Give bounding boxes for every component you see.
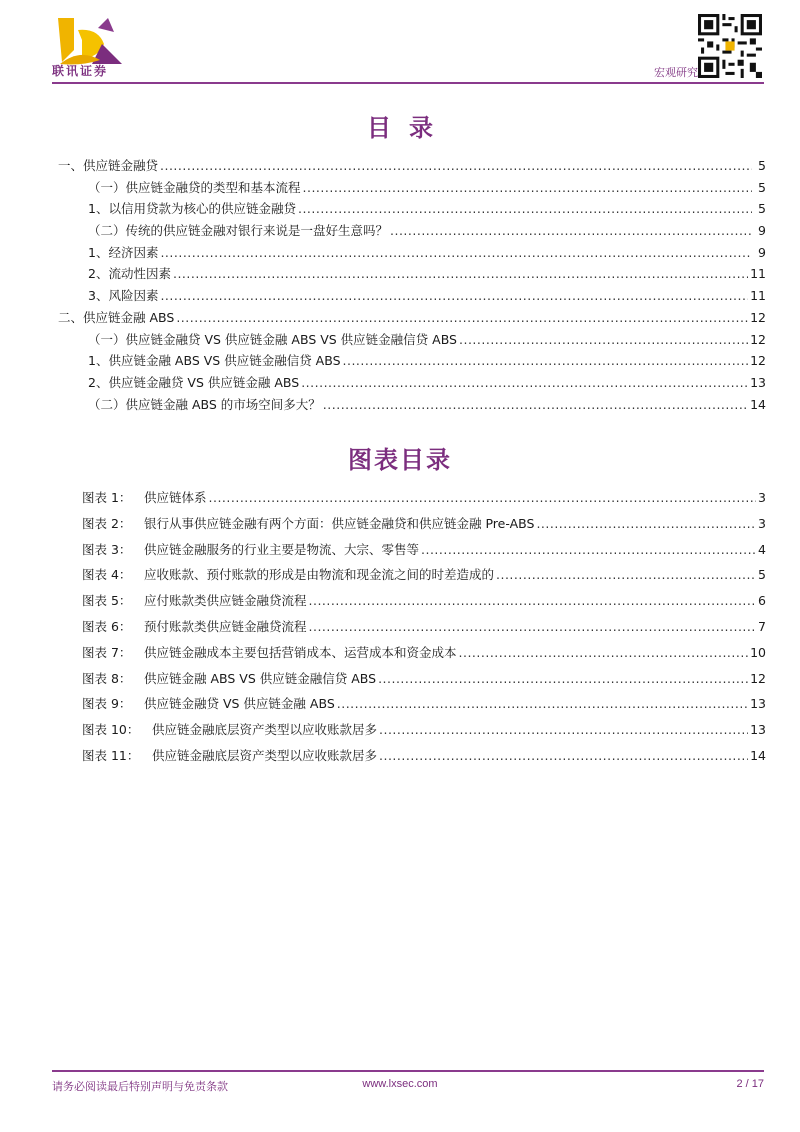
leader-dots bbox=[173, 266, 748, 281]
toc-entry-page: 5 bbox=[758, 179, 766, 195]
toc-entry-label: 二、供应链金融 ABS bbox=[58, 309, 175, 325]
figure-number: 图表 9： bbox=[82, 696, 132, 712]
toc-entry-page: 11 bbox=[750, 288, 766, 304]
figure-page: 4 bbox=[758, 541, 766, 557]
figure-entry[interactable] bbox=[82, 720, 766, 746]
figure-number: 图表 7： bbox=[82, 644, 132, 660]
figure-entry[interactable] bbox=[82, 746, 766, 772]
figure-page: 3 bbox=[758, 515, 766, 531]
toc-entry-page: 9 bbox=[758, 223, 766, 239]
toc-entry-page: 12 bbox=[750, 309, 766, 325]
figure-page: 7 bbox=[758, 618, 766, 634]
toc-entry[interactable] bbox=[58, 199, 766, 221]
toc-entry[interactable] bbox=[58, 351, 766, 373]
leader-dots bbox=[298, 201, 752, 216]
figure-caption: 供应链体系 bbox=[144, 490, 207, 505]
qr-code-icon bbox=[698, 14, 762, 78]
toc-entry-label: 3、风险因素 bbox=[88, 288, 159, 304]
figure-number: 图表 11： bbox=[82, 747, 140, 763]
toc-entry[interactable] bbox=[58, 286, 766, 308]
leader-dots bbox=[379, 748, 748, 763]
figure-entry[interactable] bbox=[82, 540, 766, 566]
figure-page: 13 bbox=[750, 722, 766, 738]
figure-page: 14 bbox=[750, 747, 766, 763]
leader-dots bbox=[160, 158, 752, 173]
toc-entry-page: 12 bbox=[750, 353, 766, 369]
figure-entry[interactable] bbox=[82, 591, 766, 617]
list-of-figures bbox=[82, 488, 766, 772]
toc-entry-page: 12 bbox=[750, 331, 766, 347]
figure-number: 图表 8： bbox=[82, 670, 132, 686]
leader-dots bbox=[309, 593, 757, 608]
toc-entry[interactable] bbox=[58, 264, 766, 286]
figure-entry[interactable] bbox=[82, 514, 766, 540]
figure-caption: 供应链金融服务的行业主要是物流、大宗、零售等 bbox=[144, 541, 420, 557]
toc-entry[interactable] bbox=[58, 178, 766, 200]
toc-entry-page: 5 bbox=[758, 158, 766, 173]
leader-dots bbox=[337, 696, 748, 711]
leader-dots bbox=[379, 722, 748, 737]
toc-entry-page: 13 bbox=[750, 374, 766, 390]
toc-entry[interactable] bbox=[58, 330, 766, 352]
figure-number: 图表 5： bbox=[82, 593, 132, 609]
figure-entry[interactable] bbox=[82, 669, 766, 695]
figure-entry[interactable] bbox=[82, 694, 766, 720]
figure-entry[interactable] bbox=[82, 565, 766, 591]
figure-entry[interactable] bbox=[82, 488, 766, 514]
toc-entry-label: （二）传统的供应链金融对银行来说是一盘好生意吗？ bbox=[88, 223, 389, 239]
toc-entry[interactable] bbox=[58, 243, 766, 265]
figure-caption: 预付账款类供应链金融贷流程 bbox=[144, 618, 307, 634]
toc-entry-page: 9 bbox=[758, 244, 766, 260]
toc-entry-page: 5 bbox=[758, 201, 766, 217]
logo-text: 联讯证券 bbox=[52, 64, 109, 78]
leader-dots bbox=[390, 223, 752, 238]
figure-caption: 供应链金融 ABS VS 供应链金融信贷 ABS bbox=[144, 670, 377, 686]
figure-caption: 供应链金融底层资产类型以应收账款居多 bbox=[152, 747, 378, 763]
toc-entry-page: 11 bbox=[750, 266, 766, 282]
toc-entry-label: 2、供应链金融贷 VS 供应链金融 ABS bbox=[88, 374, 300, 390]
section-label: 宏观研究 bbox=[654, 66, 698, 79]
figure-caption: 供应链金融贷 VS 供应链金融 ABS bbox=[144, 696, 335, 712]
toc-title: 目录 bbox=[367, 113, 451, 142]
header-divider bbox=[52, 82, 764, 84]
page-indicator: 2 / 17 bbox=[736, 1078, 764, 1090]
figure-page: 13 bbox=[750, 696, 766, 712]
figure-caption: 银行从事供应链金融有两个方面：供应链金融贷和供应链金融 Pre-ABS bbox=[144, 515, 535, 531]
toc-entry[interactable] bbox=[58, 156, 766, 178]
website-link[interactable]: www.lxsec.com bbox=[362, 1078, 438, 1090]
toc-entry-label: 一、供应链金融贷 bbox=[58, 158, 159, 173]
figure-number: 图表 3： bbox=[82, 541, 132, 557]
figure-number: 图表 4： bbox=[82, 567, 132, 583]
figure-page: 10 bbox=[750, 644, 766, 660]
figures-title: 图表目录 bbox=[348, 445, 452, 474]
leader-dots bbox=[303, 180, 752, 195]
toc-entry-label: 1、经济因素 bbox=[88, 244, 159, 260]
leader-dots bbox=[160, 288, 748, 303]
toc-entry-label: 1、以信用贷款为核心的供应链金融贷 bbox=[88, 201, 296, 217]
toc-entry[interactable] bbox=[58, 373, 766, 395]
leader-dots bbox=[459, 332, 748, 347]
figure-page: 3 bbox=[758, 490, 766, 505]
leader-dots bbox=[209, 490, 757, 505]
leader-dots bbox=[496, 567, 756, 582]
figure-caption: 供应链金融底层资产类型以应收账款居多 bbox=[152, 722, 378, 738]
leader-dots bbox=[323, 397, 748, 412]
figure-caption: 供应链金融成本主要包括营销成本、运营成本和资金成本 bbox=[144, 644, 457, 660]
toc-entry-label: （一）供应链金融贷 VS 供应链金融 ABS VS 供应链金融信贷 ABS bbox=[88, 331, 457, 347]
page-header bbox=[0, 0, 800, 90]
leader-dots bbox=[459, 645, 749, 660]
figure-entry[interactable] bbox=[82, 617, 766, 643]
figure-page: 5 bbox=[758, 567, 766, 583]
toc-entry[interactable] bbox=[58, 221, 766, 243]
leader-dots bbox=[378, 671, 748, 686]
leader-dots bbox=[421, 542, 756, 557]
toc-entry-label: （二）供应链金融 ABS 的市场空间多大？ bbox=[88, 396, 321, 412]
leader-dots bbox=[536, 516, 756, 531]
disclaimer-link[interactable]: 请务必阅读最后特别声明与免责条款 bbox=[52, 1080, 228, 1093]
leader-dots bbox=[160, 245, 752, 260]
toc-entry-label: 1、供应链金融 ABS VS 供应链金融信贷 ABS bbox=[88, 353, 341, 369]
leader-dots bbox=[176, 310, 748, 325]
figure-entry[interactable] bbox=[82, 643, 766, 669]
figure-number: 图表 6： bbox=[82, 618, 132, 634]
toc-entry-page: 14 bbox=[750, 396, 766, 412]
figure-number: 图表 1： bbox=[82, 490, 132, 505]
leader-dots bbox=[343, 353, 749, 368]
figure-page: 6 bbox=[758, 593, 766, 609]
toc-entry[interactable] bbox=[58, 308, 766, 330]
figure-caption: 应付账款类供应链金融贷流程 bbox=[144, 593, 307, 609]
figure-number: 图表 2： bbox=[82, 515, 132, 531]
figure-caption: 应收账款、预付账款的形成是由物流和现金流之间的时差造成的 bbox=[144, 567, 495, 583]
table-of-contents bbox=[58, 156, 766, 416]
footer-divider bbox=[52, 1070, 764, 1072]
leader-dots bbox=[309, 619, 757, 634]
toc-entry-label: 2、流动性因素 bbox=[88, 266, 171, 282]
leader-dots bbox=[301, 375, 748, 390]
figure-page: 12 bbox=[750, 670, 766, 686]
figure-number: 图表 10： bbox=[82, 722, 140, 738]
toc-entry[interactable] bbox=[58, 395, 766, 417]
toc-entry-label: （一）供应链金融贷的类型和基本流程 bbox=[88, 179, 301, 195]
